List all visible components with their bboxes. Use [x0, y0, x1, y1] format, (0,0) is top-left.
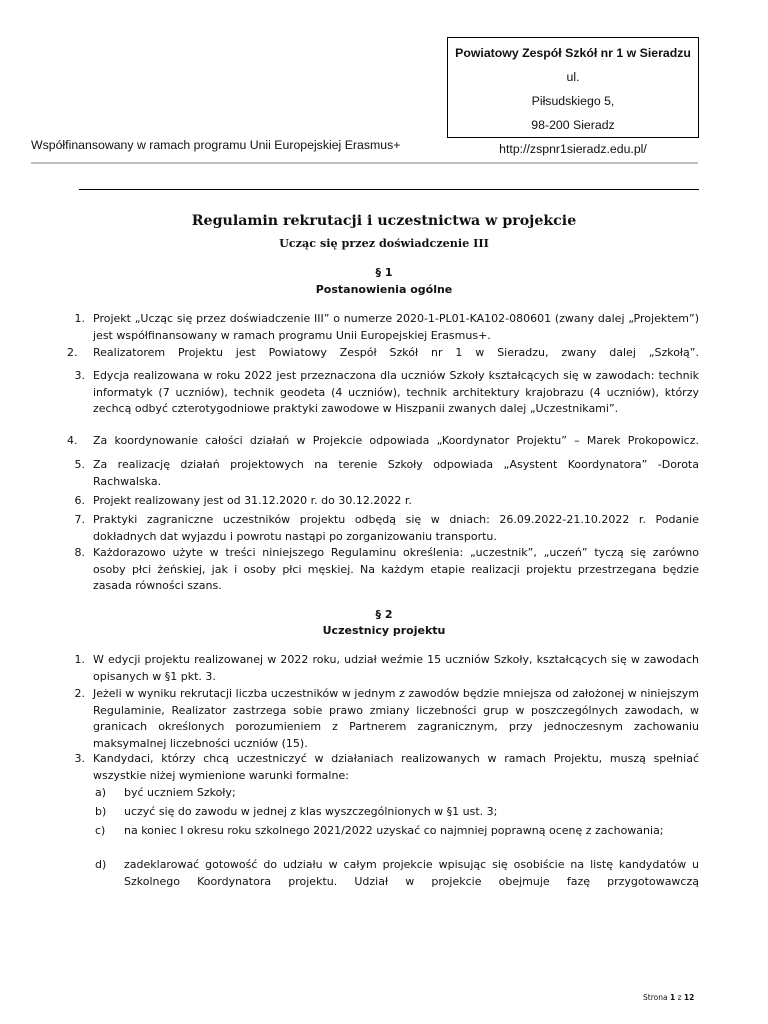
page-current: 1: [669, 993, 676, 1002]
list-item-text: Praktyki zagraniczne uczestników projektu odbędą się w dniach: 26.09.2022-21.10.2022 r. Podanie dokładnych dat wyjazdu i powrotu nastąpi po zorganizowaniu transportu.: [93, 513, 699, 543]
list-item-number: 2.: [74, 687, 85, 700]
page-word: Strona: [643, 993, 668, 1002]
list-item-text: Jeżeli w wyniku rekrutacji liczba uczestników w jednym z zawodów będzie mniejsza od założonej w niniejszym Regulaminie, Realizator zastrzega sobie prawo zmiany liczebności grup w poszczególnych zawodach, w granicach określonych porozumieniem z Partnerem zagranicznym, przy jednoczesnym zachowaniu maksymalnej liczebności uczniów (15).: [93, 687, 699, 751]
list-item-number: 6.: [74, 494, 85, 507]
list-item-text: Każdorazowo użyte w treści niniejszego Regulaminu określenia: „uczestnik”, „uczeń” tyczą się zarówno osoby płci żeńskiej, jak i osoby płci męskiej. Na każdym etapie realizacji projektu przestrzegana będzie zasada równości szans.: [93, 546, 699, 593]
section-2-mark: § 2: [375, 608, 393, 621]
list-item: [74, 311, 699, 344]
list-item: [74, 686, 699, 753]
sub-item-label: a): [95, 786, 107, 799]
list-item-text: W edycji projektu realizowanej w 2022 roku, udział weźmie 15 uczniów Szkoły, kształcących się w zawodach opisanych w §1 pkt. 3.: [93, 653, 699, 683]
list-item-number: 8.: [74, 546, 85, 559]
list-item: [74, 493, 699, 510]
list-item-number: 3.: [74, 752, 85, 765]
title-divider: [79, 189, 699, 190]
list-item-number: 2.: [67, 346, 78, 359]
sub-item: [95, 804, 699, 821]
list-item-text: Projekt realizowany jest od 31.12.2020 r. do 30.12.2022 r.: [93, 494, 412, 507]
school-name-line: [448, 41, 698, 89]
list-item: [67, 433, 699, 450]
sub-item-text: zadeklarować gotowość do udziału w całym projekcie wpisując się osobiście na listę kandydatów u Szkolnego Koordynatora projektu. Udział w projekcie obejmuje fazę przygotowawczą: [124, 858, 699, 888]
list-item-text: Realizatorem Projektu jest Powiatowy Zespół Szkół nr 1 w Sieradzu, zwany dalej „Szkołą”.: [93, 346, 699, 359]
list-item-text: Projekt „Ucząc się przez doświadczenie III” o numerze 2020-1-PL01-KA102-080601 (zwany dalej „Projektem”) jest współfinansowany w ramach programu Unii Europejskiej Erasmus+.: [93, 312, 699, 342]
page-total: 12: [683, 993, 695, 1002]
section-1-mark: § 1: [375, 266, 393, 279]
page-number: [643, 993, 694, 1002]
list-item-number: 7.: [74, 513, 85, 526]
list-item-number: 3.: [74, 369, 85, 382]
list-item: [74, 368, 699, 418]
school-name: Powiatowy Zespół Szkół nr 1 w Sieradzu: [455, 46, 691, 60]
document-subtitle: Ucząc się przez doświadczenie III: [279, 236, 489, 250]
sub-item-text: być uczniem Szkoły;: [124, 786, 236, 799]
school-street: Piłsudskiego 5,: [531, 94, 615, 108]
list-item: [74, 545, 699, 595]
list-item: [74, 512, 699, 545]
list-item: [74, 751, 699, 784]
sub-item-text: uczyć się do zawodu w jednej z klas wyszczególnionych w §1 ust. 3;: [124, 805, 498, 818]
section-1-heading: Postanowienia ogólne: [315, 283, 453, 296]
school-address-box: [447, 37, 699, 156]
list-item-number: 4.: [67, 434, 78, 447]
cofinanced-note: Współfinansowany w ramach programu Unii Europejskiej Erasmus+: [31, 138, 401, 152]
school-city: 98-200 Sieradz: [531, 118, 615, 132]
school-street-prefix: ul.: [566, 70, 580, 84]
list-item: [74, 457, 699, 490]
list-item-text: Edycja realizowana w roku 2022 jest przeznaczona dla uczniów Szkoły kształcących się w zawodach: technik informatyk (7 uczniów), technik geodeta (4 uczniów), technik architektury krajobrazu (4 uczniów), którzy zechcą odbyć czterotygodniowe praktyki zawodowe w Hiszpanii zwanych dalej „Uczestnikami”.: [93, 369, 699, 416]
list-item-text: Kandydaci, którzy chcą uczestniczyć w działaniach realizowanych w ramach Projektu, muszą spełniać wszystkie niżej wymienione warunki formalne:: [93, 752, 699, 782]
sub-item-text: na koniec I okresu roku szkolnego 2021/2022 uzyskać co najmniej poprawną ocenę z zachowania;: [124, 824, 664, 837]
list-item-number: 5.: [74, 458, 85, 471]
list-item-number: 1.: [74, 312, 85, 325]
sub-item-label: c): [95, 824, 106, 837]
header-divider: [31, 162, 698, 164]
list-item: [74, 652, 699, 685]
section-2-heading: Uczestnicy projektu: [322, 624, 446, 637]
sub-item: [95, 823, 699, 840]
list-item-number: 1.: [74, 653, 85, 666]
list-item-text: Za koordynowanie całości działań w Projekcie odpowiada „Koordynator Projektu” – Marek Prokopowicz.: [93, 434, 699, 447]
sub-item: [95, 785, 699, 802]
sub-item: [95, 857, 699, 890]
sub-item-label: d): [95, 858, 107, 871]
list-item-text: Za realizację działań projektowych na terenie Szkoły odpowiada „Asystent Koordynatora” -Dorota Rachwalska.: [93, 458, 699, 488]
list-item: [67, 345, 699, 362]
document-title: Regulamin rekrutacji i uczestnictwa w projekcie: [191, 213, 577, 229]
school-url: http://zspnr1sieradz.edu.pl/: [499, 142, 647, 156]
page-of: z: [677, 993, 682, 1002]
sub-item-label: b): [95, 805, 107, 818]
